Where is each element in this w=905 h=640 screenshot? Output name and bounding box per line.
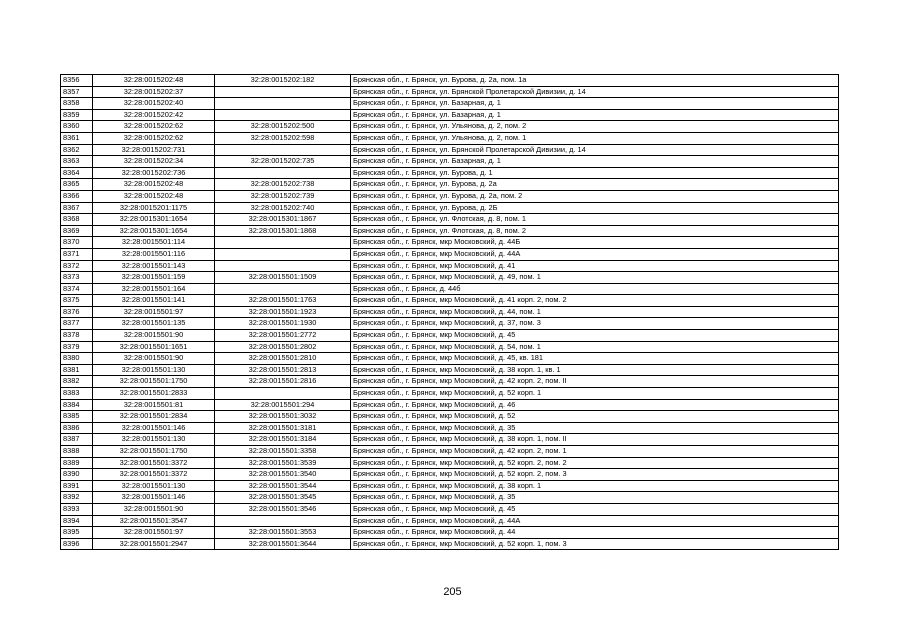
address-cell: Брянская обл., г. Брянск, мкр Московский, д. 52 корп. 2, пом. 2 [351, 457, 839, 469]
table-row [61, 318, 839, 330]
table-row [61, 295, 839, 307]
row-number-cell: 8356 [61, 75, 93, 87]
address-cell: Брянская обл., г. Брянск, мкр Московский, д. 42 корп. 2, пом. II [351, 376, 839, 388]
cadastral-number-cell: 32:28:0015501:143 [93, 260, 215, 272]
premises-cadastral-number-cell: 32:28:0015501:3184 [215, 434, 351, 446]
address-cell: Брянская обл., г. Брянск, ул. Флотская, д. 8, пом. 2 [351, 225, 839, 237]
address-cell: Брянская обл., г. Брянск, ул. Ульянова, д. 2, пом. 2 [351, 121, 839, 133]
address-cell: Брянская обл., г. Брянск, мкр Московский, д. 49, пом. 1 [351, 272, 839, 284]
address-cell: Брянская обл., г. Брянск, мкр Московский, д. 41 [351, 260, 839, 272]
address-cell: Брянская обл., г. Брянск, мкр Московский, д. 45 [351, 330, 839, 342]
premises-cadastral-number-cell [215, 248, 351, 260]
row-number-cell: 8358 [61, 98, 93, 110]
premises-cadastral-number-cell [215, 237, 351, 249]
premises-cadastral-number-cell: 32:28:0015501:3181 [215, 422, 351, 434]
page-number: 205 [443, 586, 462, 598]
table-row [61, 480, 839, 492]
cadastral-number-cell: 32:28:0015202:62 [93, 121, 215, 133]
row-number-cell: 8373 [61, 272, 93, 284]
premises-cadastral-number-cell: 32:28:0015202:740 [215, 202, 351, 214]
address-cell: Брянская обл., г. Брянск, мкр Московский, д. 37, пом. 3 [351, 318, 839, 330]
table-row [61, 248, 839, 260]
table-row [61, 260, 839, 272]
premises-cadastral-number-cell: 32:28:0015501:3358 [215, 446, 351, 458]
table-row [61, 156, 839, 168]
cadastral-number-cell: 32:28:0015501:141 [93, 295, 215, 307]
cadastral-number-cell: 32:28:0015202:40 [93, 98, 215, 110]
row-number-cell: 8360 [61, 121, 93, 133]
cadastral-number-cell: 32:28:0015202:48 [93, 179, 215, 191]
cadastral-number-cell: 32:28:0015501:114 [93, 237, 215, 249]
premises-cadastral-number-cell: 32:28:0015501:1509 [215, 272, 351, 284]
premises-cadastral-number-cell [215, 109, 351, 121]
row-number-cell: 8357 [61, 86, 93, 98]
premises-cadastral-number-cell [215, 260, 351, 272]
row-number-cell: 8392 [61, 492, 93, 504]
address-cell: Брянская обл., г. Брянск, мкр Московский, д. 35 [351, 422, 839, 434]
row-number-cell: 8375 [61, 295, 93, 307]
premises-cadastral-number-cell: 32:28:0015301:1868 [215, 225, 351, 237]
table-row [61, 411, 839, 423]
address-cell: Брянская обл., г. Брянск, ул. Бурова, д. 2а [351, 179, 839, 191]
cadastral-number-cell: 32:28:0015501:81 [93, 399, 215, 411]
cadastral-number-cell: 32:28:0015501:1750 [93, 446, 215, 458]
row-number-cell: 8395 [61, 527, 93, 539]
cadastral-number-cell: 32:28:0015202:48 [93, 190, 215, 202]
table-row [61, 75, 839, 87]
address-cell: Брянская обл., г. Брянск, ул. Ульянова, д. 2, пом. 1 [351, 132, 839, 144]
row-number-cell: 8381 [61, 364, 93, 376]
table-body [61, 75, 839, 550]
table-row [61, 330, 839, 342]
row-number-cell: 8367 [61, 202, 93, 214]
row-number-cell: 8390 [61, 469, 93, 481]
cadastral-number-cell: 32:28:0015501:2833 [93, 388, 215, 400]
row-number-cell: 8362 [61, 144, 93, 156]
premises-cadastral-number-cell: 32:28:0015501:3032 [215, 411, 351, 423]
address-cell: Брянская обл., г. Брянск, ул. Брянской Пролетарской Дивизии, д. 14 [351, 144, 839, 156]
premises-cadastral-number-cell: 32:28:0015501:3539 [215, 457, 351, 469]
address-cell: Брянская обл., г. Брянск, мкр Московский, д. 41 корп. 2, пом. 2 [351, 295, 839, 307]
premises-cadastral-number-cell [215, 388, 351, 400]
table-row [61, 503, 839, 515]
premises-cadastral-number-cell: 32:28:0015202:598 [215, 132, 351, 144]
row-number-cell: 8374 [61, 283, 93, 295]
cadastral-number-cell: 32:28:0015301:1654 [93, 225, 215, 237]
row-number-cell: 8393 [61, 503, 93, 515]
table-row [61, 225, 839, 237]
table-row [61, 237, 839, 249]
premises-cadastral-number-cell: 32:28:0015501:2772 [215, 330, 351, 342]
table-row [61, 515, 839, 527]
row-number-cell: 8359 [61, 109, 93, 121]
table-row [61, 109, 839, 121]
cadastral-number-cell: 32:28:0015501:130 [93, 480, 215, 492]
table-row [61, 376, 839, 388]
cadastral-number-cell: 32:28:0015202:731 [93, 144, 215, 156]
table-row [61, 457, 839, 469]
address-cell: Брянская обл., г. Брянск, ул. Бурова, д. 1 [351, 167, 839, 179]
cadastral-number-cell: 32:28:0015501:116 [93, 248, 215, 260]
address-cell: Брянская обл., г. Брянск, д. 44б [351, 283, 839, 295]
table-row [61, 446, 839, 458]
row-number-cell: 8391 [61, 480, 93, 492]
row-number-cell: 8388 [61, 446, 93, 458]
table-row [61, 527, 839, 539]
table-row [61, 341, 839, 353]
cadastral-number-cell: 32:28:0015202:62 [93, 132, 215, 144]
row-number-cell: 8368 [61, 214, 93, 226]
premises-cadastral-number-cell: 32:28:0015301:1867 [215, 214, 351, 226]
table-row [61, 272, 839, 284]
cadastral-number-cell: 32:28:0015301:1654 [93, 214, 215, 226]
cadastral-number-cell: 32:28:0015501:1651 [93, 341, 215, 353]
table-row [61, 167, 839, 179]
address-cell: Брянская обл., г. Брянск, ул. Брянской Пролетарской Дивизии, д. 14 [351, 86, 839, 98]
cadastral-number-cell: 32:28:0015202:34 [93, 156, 215, 168]
table-row [61, 434, 839, 446]
cadastral-number-cell: 32:28:0015501:90 [93, 330, 215, 342]
table-row [61, 132, 839, 144]
row-number-cell: 8379 [61, 341, 93, 353]
premises-cadastral-number-cell: 32:28:0015501:3644 [215, 538, 351, 550]
address-cell: Брянская обл., г. Брянск, ул. Флотская, д. 8, пом. 1 [351, 214, 839, 226]
table-row [61, 202, 839, 214]
table-row [61, 121, 839, 133]
table-row [61, 86, 839, 98]
cadastral-number-cell: 32:28:0015501:135 [93, 318, 215, 330]
cadastral-number-cell: 32:28:0015501:130 [93, 434, 215, 446]
address-cell: Брянская обл., г. Брянск, мкр Московский, д. 45 [351, 503, 839, 515]
premises-cadastral-number-cell: 32:28:0015202:739 [215, 190, 351, 202]
table-row [61, 214, 839, 226]
premises-cadastral-number-cell: 32:28:0015501:2802 [215, 341, 351, 353]
cadastral-number-cell: 32:28:0015501:2834 [93, 411, 215, 423]
address-cell: Брянская обл., г. Брянск, ул. Бурова, д. 2Б [351, 202, 839, 214]
premises-cadastral-number-cell [215, 98, 351, 110]
cadastral-number-cell: 32:28:0015501:164 [93, 283, 215, 295]
cadastral-number-cell: 32:28:0015202:37 [93, 86, 215, 98]
premises-cadastral-number-cell [215, 283, 351, 295]
row-number-cell: 8377 [61, 318, 93, 330]
cadastral-number-cell: 32:28:0015501:90 [93, 353, 215, 365]
row-number-cell: 8366 [61, 190, 93, 202]
table-row [61, 388, 839, 400]
cadastral-number-cell: 32:28:0015501:146 [93, 492, 215, 504]
cadastral-number-cell: 32:28:0015202:48 [93, 75, 215, 87]
table-row [61, 98, 839, 110]
address-cell: Брянская обл., г. Брянск, мкр Московский, д. 52 корп. 2, пом. 3 [351, 469, 839, 481]
cadastral-number-cell: 32:28:0015501:3547 [93, 515, 215, 527]
cadastral-number-cell: 32:28:0015501:130 [93, 364, 215, 376]
address-cell: Брянская обл., г. Брянск, мкр Московский, д. 44 [351, 527, 839, 539]
table-row [61, 538, 839, 550]
premises-cadastral-number-cell: 32:28:0015501:2810 [215, 353, 351, 365]
premises-cadastral-number-cell: 32:28:0015501:3540 [215, 469, 351, 481]
address-cell: Брянская обл., г. Брянск, мкр Московский, д. 44А [351, 248, 839, 260]
cadastral-number-cell: 32:28:0015501:159 [93, 272, 215, 284]
row-number-cell: 8369 [61, 225, 93, 237]
address-cell: Брянская обл., г. Брянск, мкр Московский, д. 46 [351, 399, 839, 411]
premises-cadastral-number-cell: 32:28:0015202:738 [215, 179, 351, 191]
row-number-cell: 8385 [61, 411, 93, 423]
table-row [61, 364, 839, 376]
table-row [61, 179, 839, 191]
address-cell: Брянская обл., г. Брянск, мкр Московский, д. 38 корп. 1 [351, 480, 839, 492]
row-number-cell: 8383 [61, 388, 93, 400]
address-cell: Брянская обл., г. Брянск, мкр Московский, д. 54, пом. 1 [351, 341, 839, 353]
address-cell: Брянская обл., г. Брянск, мкр Московский, д. 45, кв. 181 [351, 353, 839, 365]
cadastral-number-cell: 32:28:0015501:97 [93, 306, 215, 318]
premises-cadastral-number-cell: 32:28:0015501:3545 [215, 492, 351, 504]
cadastral-number-cell: 32:28:0015202:42 [93, 109, 215, 121]
row-number-cell: 8382 [61, 376, 93, 388]
premises-cadastral-number-cell [215, 144, 351, 156]
cadastral-number-cell: 32:28:0015501:3372 [93, 457, 215, 469]
address-cell: Брянская обл., г. Брянск, мкр Московский, д. 44А [351, 515, 839, 527]
cadastral-number-cell: 32:28:0015501:146 [93, 422, 215, 434]
table-row [61, 144, 839, 156]
row-number-cell: 8365 [61, 179, 93, 191]
address-cell: Брянская обл., г. Брянск, мкр Московский, д. 44Б [351, 237, 839, 249]
premises-cadastral-number-cell: 32:28:0015501:1930 [215, 318, 351, 330]
table-row [61, 283, 839, 295]
cadastral-number-cell: 32:28:0015202:736 [93, 167, 215, 179]
row-number-cell: 8363 [61, 156, 93, 168]
premises-cadastral-number-cell: 32:28:0015501:2813 [215, 364, 351, 376]
table-row [61, 306, 839, 318]
address-cell: Брянская обл., г. Брянск, ул. Бурова, д. 2а, пом. 2 [351, 190, 839, 202]
premises-cadastral-number-cell: 32:28:0015501:3553 [215, 527, 351, 539]
table-row [61, 469, 839, 481]
address-cell: Брянская обл., г. Брянск, мкр Московский, д. 42 корп. 2, пом. 1 [351, 446, 839, 458]
address-cell: Брянская обл., г. Брянск, ул. Бурова, д. 2а, пом. 1а [351, 75, 839, 87]
cadastral-number-cell: 32:28:0015501:1750 [93, 376, 215, 388]
cadastral-table [60, 74, 839, 550]
cadastral-number-cell: 32:28:0015501:2947 [93, 538, 215, 550]
row-number-cell: 8396 [61, 538, 93, 550]
address-cell: Брянская обл., г. Брянск, мкр Московский, д. 38 корп. 1, кв. 1 [351, 364, 839, 376]
address-cell: Брянская обл., г. Брянск, мкр Московский, д. 38 корп. 1, пом. II [351, 434, 839, 446]
cadastral-number-cell: 32:28:0015201:1175 [93, 202, 215, 214]
row-number-cell: 8361 [61, 132, 93, 144]
premises-cadastral-number-cell: 32:28:0015202:500 [215, 121, 351, 133]
row-number-cell: 8380 [61, 353, 93, 365]
table-row [61, 399, 839, 411]
row-number-cell: 8378 [61, 330, 93, 342]
table-row [61, 422, 839, 434]
premises-cadastral-number-cell: 32:28:0015501:294 [215, 399, 351, 411]
address-cell: Брянская обл., г. Брянск, мкр Московский, д. 52 корп. 1, пом. 3 [351, 538, 839, 550]
address-cell: Брянская обл., г. Брянск, мкр Московский, д. 52 [351, 411, 839, 423]
address-cell: Брянская обл., г. Брянск, ул. Базарная, д. 1 [351, 98, 839, 110]
premises-cadastral-number-cell: 32:28:0015202:182 [215, 75, 351, 87]
address-cell: Брянская обл., г. Брянск, ул. Базарная, д. 1 [351, 156, 839, 168]
table-row [61, 190, 839, 202]
premises-cadastral-number-cell [215, 86, 351, 98]
premises-cadastral-number-cell: 32:28:0015501:3544 [215, 480, 351, 492]
row-number-cell: 8384 [61, 399, 93, 411]
premises-cadastral-number-cell: 32:28:0015501:1763 [215, 295, 351, 307]
row-number-cell: 8387 [61, 434, 93, 446]
address-cell: Брянская обл., г. Брянск, мкр Московский, д. 35 [351, 492, 839, 504]
premises-cadastral-number-cell: 32:28:0015202:735 [215, 156, 351, 168]
premises-cadastral-number-cell: 32:28:0015501:2816 [215, 376, 351, 388]
row-number-cell: 8394 [61, 515, 93, 527]
table-row [61, 353, 839, 365]
address-cell: Брянская обл., г. Брянск, мкр Московский, д. 52 корп. 1 [351, 388, 839, 400]
row-number-cell: 8370 [61, 237, 93, 249]
premises-cadastral-number-cell: 32:28:0015501:3546 [215, 503, 351, 515]
row-number-cell: 8386 [61, 422, 93, 434]
cadastral-number-cell: 32:28:0015501:90 [93, 503, 215, 515]
cadastral-number-cell: 32:28:0015501:3372 [93, 469, 215, 481]
address-cell: Брянская обл., г. Брянск, мкр Московский, д. 44, пом. 1 [351, 306, 839, 318]
cadastral-number-cell: 32:28:0015501:97 [93, 527, 215, 539]
row-number-cell: 8372 [61, 260, 93, 272]
row-number-cell: 8371 [61, 248, 93, 260]
premises-cadastral-number-cell [215, 515, 351, 527]
address-cell: Брянская обл., г. Брянск, ул. Базарная, д. 1 [351, 109, 839, 121]
row-number-cell: 8389 [61, 457, 93, 469]
row-number-cell: 8364 [61, 167, 93, 179]
premises-cadastral-number-cell: 32:28:0015501:1923 [215, 306, 351, 318]
premises-cadastral-number-cell [215, 167, 351, 179]
table-row [61, 492, 839, 504]
row-number-cell: 8376 [61, 306, 93, 318]
